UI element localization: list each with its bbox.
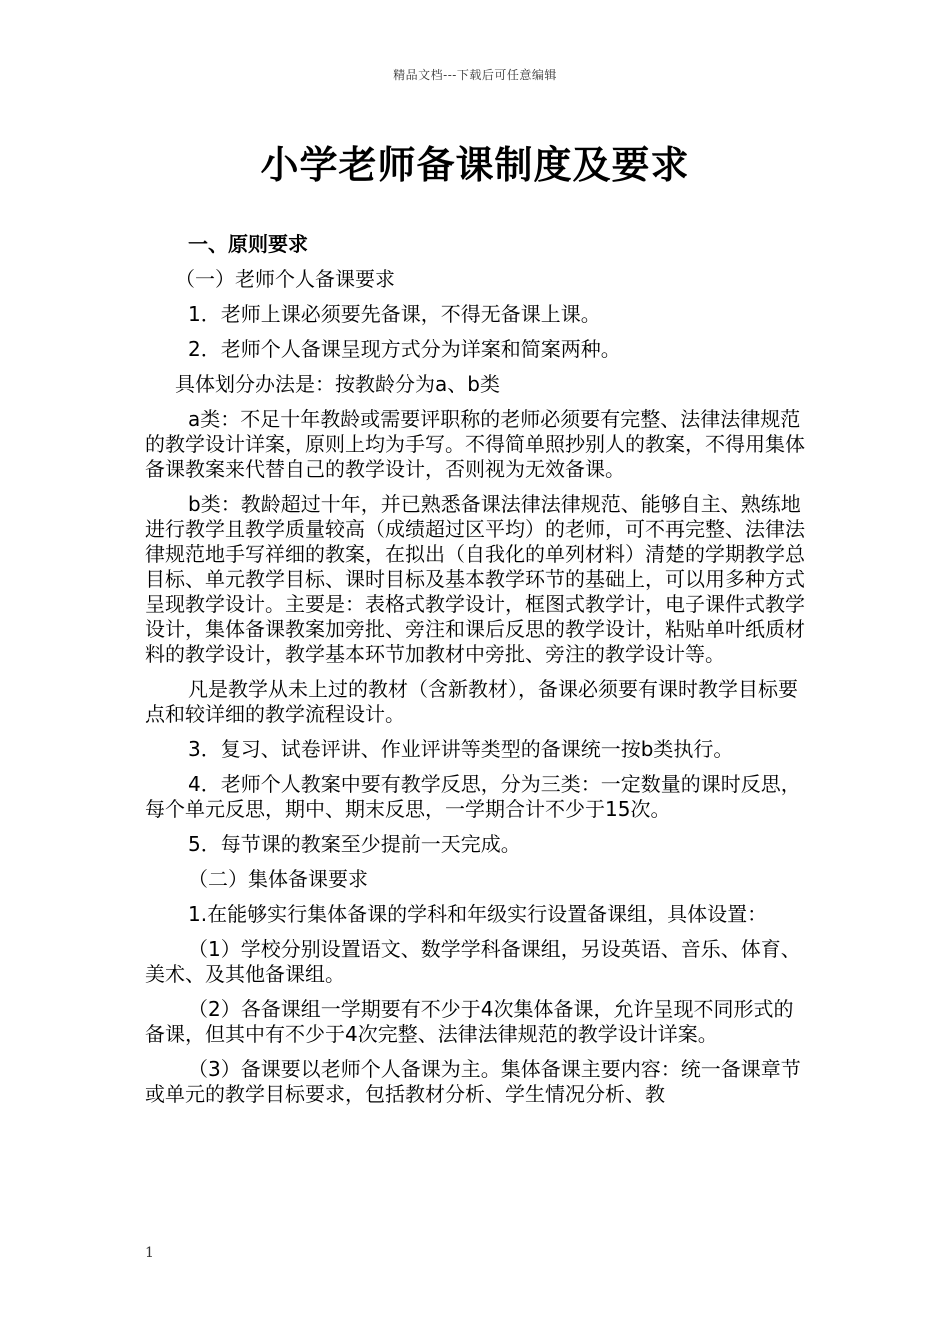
paragraph: 具体划分办法是：按教龄分为a、b类 — [175, 372, 500, 396]
paragraph: b类：教龄超过十年，并已熟悉备课法律法律规范、能够自主、熟练地进行教学且教学质量较高（成绩超过区平均）的老师，可不再完整、法律法律规范地手写祥细的教案，在拟出（自我化的单列材料）清楚的学期教学总目标、单元教学目标、课时目标及基本教学环节的基础上，可以用多种方式呈现教学设计。主要是：表格式教学设计，框图式教学计，电子课件式教学设计，集体备课教案加旁批、旁注和课后反思的教学设计，粘贴单叶纸质材料的教学设计，教学基本环节加教材中旁批、旁注的教学设计等。 — [145, 492, 805, 666]
subsection-heading-individual: （一）老师个人备课要求 — [175, 267, 395, 291]
paragraph: 1．老师上课必须要先备课，不得无备课上课。 — [188, 302, 601, 326]
document-body — [145, 232, 807, 1117]
paragraph: 2．老师个人备课呈现方式分为详案和简案两种。 — [188, 337, 621, 361]
paragraph: a类：不足十年教龄或需要评职称的老师必须要有完整、法律法律规范的教学设计详案，原则上均为手写。不得简单照抄别人的教案，不得用集体备课教案来代替自己的教学设计，否则视为无效备课。 — [145, 407, 805, 481]
paragraph: 3．复习、试卷评讲、作业评讲等类型的备课统一按b类执行。 — [188, 737, 734, 761]
paragraph: （2）各备课组一学期要有不少于4次集体备课，允许呈现不同形式的备课，但其中有不少于4次完整、法律法律规范的教学设计详案。 — [145, 997, 794, 1046]
paragraph: 5．每节课的教案至少提前一天完成。 — [188, 832, 521, 856]
section-heading-principles: 一、原则要求 — [188, 232, 308, 256]
paragraph: （1）学校分别设置语文、数学学科备课组，另设英语、音乐、体育、美术、及其他备课组。 — [145, 937, 801, 986]
header-note: 精品文档---下载后可任意编辑 — [393, 68, 557, 82]
paragraph: 4．老师个人教案中要有教学反思，分为三类：一定数量的课时反思，每个单元反思，期中、期末反思，一学期合计不少于15次。 — [145, 772, 801, 821]
page-number: 1 — [145, 1245, 154, 1261]
paragraph: 凡是教学从未上过的教材（含新教材），备课必须要有课时教学目标要点和较详细的教学流程设计。 — [145, 677, 798, 726]
document-title: 小学老师备课制度及要求 — [260, 142, 690, 187]
paragraph: （3）备课要以老师个人备课为主。集体备课主要内容：统一备课章节或单元的教学目标要求，包括教材分析、学生情况分析、教 — [145, 1057, 801, 1106]
subsection-heading-collective: （二）集体备课要求 — [188, 867, 368, 891]
paragraph: 1.在能够实行集体备课的学科和年级实行设置备课组，具体设置： — [188, 902, 768, 926]
